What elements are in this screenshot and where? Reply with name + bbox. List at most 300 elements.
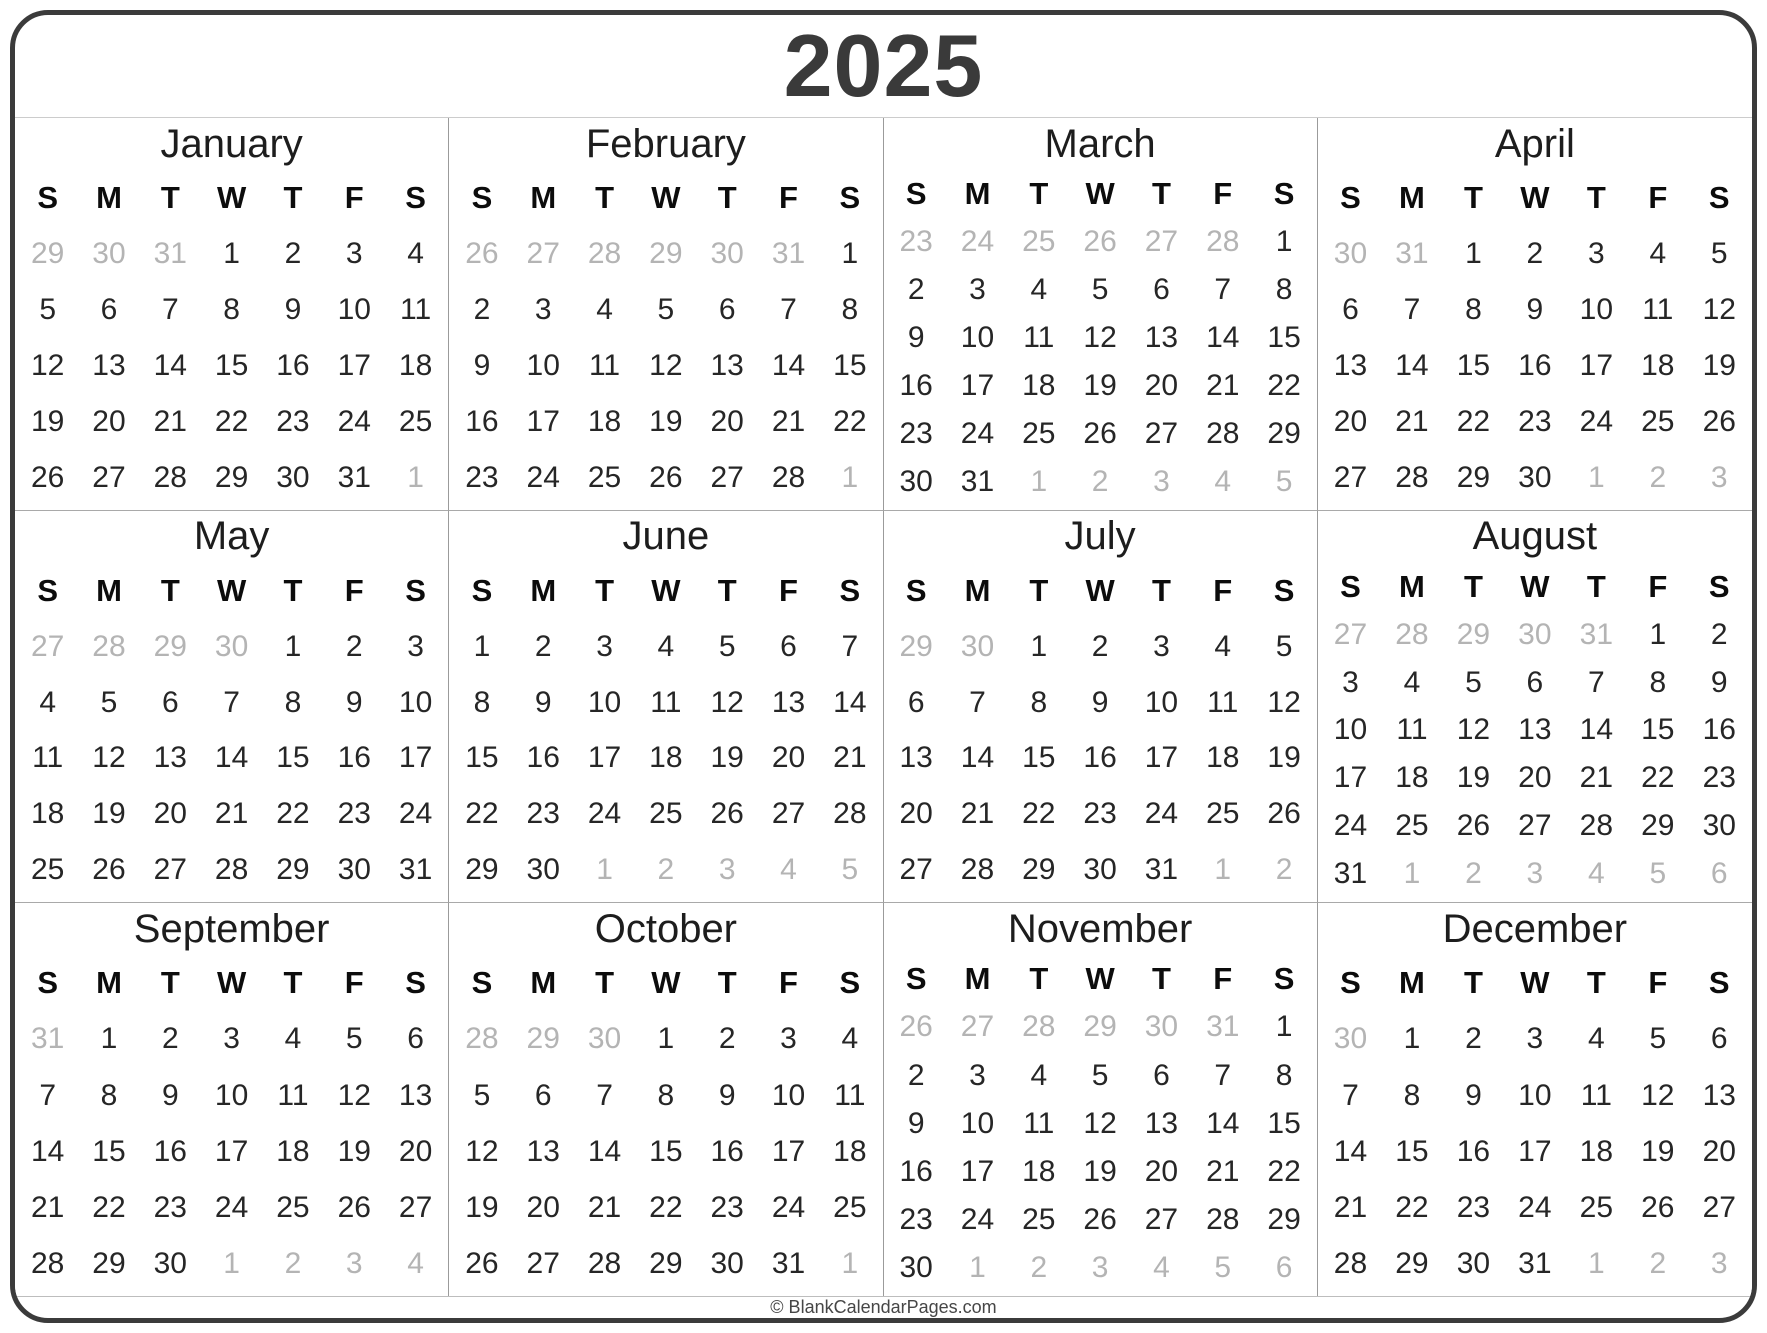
adjacent-month-day: 29 bbox=[153, 629, 187, 663]
day-header: S bbox=[471, 179, 493, 215]
day-number: 4 bbox=[407, 236, 424, 270]
day-number: 27 bbox=[771, 797, 806, 831]
week-row bbox=[17, 1236, 446, 1292]
day-header: T bbox=[1463, 568, 1483, 604]
day-number: 13 bbox=[1144, 320, 1179, 354]
day-header: T bbox=[1029, 572, 1049, 608]
day-number: 30 bbox=[153, 1246, 187, 1280]
day-header: T bbox=[595, 572, 615, 608]
week-row bbox=[17, 394, 446, 450]
day-number: 24 bbox=[960, 416, 995, 450]
month-table bbox=[449, 170, 882, 510]
day-number: 18 bbox=[649, 741, 683, 775]
footer-credit: © BlankCalendarPages.com bbox=[770, 1297, 997, 1317]
day-number: 29 bbox=[465, 853, 499, 887]
week-row bbox=[886, 731, 1315, 787]
day-number: 26 bbox=[337, 1190, 371, 1224]
day-number: 9 bbox=[718, 1078, 736, 1112]
adjacent-month-day: 29 bbox=[899, 629, 933, 663]
day-number: 5 bbox=[718, 629, 736, 663]
day-number: 12 bbox=[92, 741, 126, 775]
week-row bbox=[886, 675, 1315, 731]
week-row bbox=[886, 1148, 1315, 1196]
day-number: 10 bbox=[1333, 713, 1368, 747]
week-row bbox=[886, 1003, 1315, 1051]
adjacent-month-day: 3 bbox=[1091, 1250, 1109, 1284]
day-number: 15 bbox=[465, 741, 499, 775]
day-number: 16 bbox=[1702, 713, 1736, 747]
week-row bbox=[1320, 1124, 1750, 1180]
day-number: 15 bbox=[1395, 1134, 1429, 1168]
month-title: November bbox=[1007, 906, 1193, 951]
day-number: 6 bbox=[407, 1022, 424, 1056]
week-row bbox=[886, 458, 1315, 506]
day-number: 30 bbox=[337, 853, 371, 887]
adjacent-month-day: 29 bbox=[649, 236, 683, 270]
day-number: 4 bbox=[657, 629, 675, 663]
day-header: T bbox=[160, 965, 180, 1001]
day-number: 11 bbox=[834, 1078, 866, 1112]
day-header: S bbox=[405, 179, 426, 215]
adjacent-month-day: 1 bbox=[841, 1246, 859, 1280]
adjacent-month-day: 4 bbox=[780, 853, 797, 887]
week-row bbox=[1320, 611, 1750, 659]
day-number: 16 bbox=[465, 404, 499, 438]
week-row bbox=[17, 450, 446, 506]
adjacent-month-day: 1 bbox=[841, 460, 859, 494]
day-number: 7 bbox=[1214, 1058, 1232, 1092]
day-number: 21 bbox=[1395, 404, 1429, 438]
day-number: 22 bbox=[1267, 368, 1301, 402]
day-number: 18 bbox=[587, 404, 622, 438]
day-number: 22 bbox=[1456, 404, 1491, 438]
day-number: 16 bbox=[1456, 1134, 1491, 1168]
month-december bbox=[1318, 903, 1752, 1296]
day-number: 8 bbox=[657, 1078, 675, 1112]
day-number: 7 bbox=[1214, 272, 1232, 306]
day-header: S bbox=[405, 965, 426, 1001]
month-table bbox=[1318, 170, 1752, 510]
month-table bbox=[449, 955, 882, 1296]
month-october bbox=[449, 903, 883, 1296]
day-number: 2 bbox=[1710, 617, 1728, 651]
day-header: T bbox=[1586, 179, 1606, 215]
day-number: 12 bbox=[1083, 320, 1117, 354]
day-number: 20 bbox=[153, 797, 187, 831]
day-number: 7 bbox=[780, 292, 797, 326]
adjacent-month-day: 29 bbox=[30, 236, 65, 270]
day-number: 6 bbox=[1153, 1058, 1170, 1092]
day-number: 2 bbox=[907, 272, 925, 306]
day-number: 24 bbox=[1518, 1190, 1552, 1224]
day-number: 3 bbox=[407, 629, 424, 663]
day-number: 25 bbox=[1206, 797, 1240, 831]
day-header: T bbox=[717, 572, 737, 608]
adjacent-month-day: 27 bbox=[960, 1010, 995, 1044]
adjacent-month-day: 5 bbox=[841, 853, 859, 887]
day-number: 8 bbox=[473, 685, 491, 719]
day-number: 2 bbox=[1465, 1022, 1482, 1056]
day-header: T bbox=[1151, 572, 1171, 608]
day-header: M bbox=[530, 179, 557, 215]
adjacent-month-day: 3 bbox=[1710, 1246, 1728, 1280]
day-number: 24 bbox=[526, 460, 560, 494]
day-number: 24 bbox=[1333, 809, 1368, 843]
day-number: 19 bbox=[1702, 348, 1736, 382]
day-number: 24 bbox=[337, 404, 371, 438]
day-number: 10 bbox=[771, 1078, 806, 1112]
week-row bbox=[17, 338, 446, 394]
week-row bbox=[886, 314, 1315, 362]
adjacent-month-day: 30 bbox=[92, 236, 126, 270]
adjacent-month-day: 1 bbox=[1587, 460, 1605, 494]
day-number: 21 bbox=[771, 404, 806, 438]
day-header: T bbox=[283, 965, 303, 1001]
day-header: W bbox=[1520, 965, 1550, 1001]
week-row bbox=[17, 1011, 446, 1067]
day-header: T bbox=[160, 572, 180, 608]
day-number: 23 bbox=[153, 1190, 187, 1224]
day-header: F bbox=[1213, 175, 1233, 211]
adjacent-month-day: 29 bbox=[1083, 1010, 1117, 1044]
day-header-row bbox=[1320, 170, 1750, 226]
day-number: 26 bbox=[92, 853, 126, 887]
month-april bbox=[1318, 118, 1752, 511]
day-header: W bbox=[216, 572, 247, 608]
day-number: 20 bbox=[899, 797, 933, 831]
day-number: 21 bbox=[960, 797, 995, 831]
day-number: 4 bbox=[284, 1022, 302, 1056]
adjacent-month-day: 28 bbox=[465, 1022, 499, 1056]
day-number: 18 bbox=[398, 348, 433, 382]
day-number: 9 bbox=[1091, 685, 1109, 719]
day-number: 14 bbox=[771, 348, 806, 382]
adjacent-month-day: 27 bbox=[1144, 224, 1179, 258]
week-row bbox=[17, 786, 446, 842]
day-number: 18 bbox=[276, 1134, 310, 1168]
week-row bbox=[1320, 707, 1750, 755]
day-number: 4 bbox=[39, 685, 56, 719]
day-number: 8 bbox=[1030, 685, 1048, 719]
day-number: 17 bbox=[1579, 348, 1614, 382]
day-number: 26 bbox=[710, 797, 744, 831]
day-header: M bbox=[964, 175, 991, 211]
day-number: 9 bbox=[473, 348, 491, 382]
day-number: 8 bbox=[223, 292, 240, 326]
adjacent-month-day: 2 bbox=[1275, 853, 1293, 887]
adjacent-month-day: 31 bbox=[1579, 617, 1614, 651]
day-header: S bbox=[471, 572, 493, 608]
day-number: 14 bbox=[1206, 320, 1240, 354]
day-number: 26 bbox=[1702, 404, 1736, 438]
day-number: 22 bbox=[1022, 797, 1056, 831]
day-number: 4 bbox=[1403, 665, 1421, 699]
week-row bbox=[1320, 282, 1750, 338]
adjacent-month-day: 2 bbox=[1649, 1246, 1667, 1280]
month-september bbox=[15, 903, 449, 1296]
day-header: W bbox=[1520, 179, 1550, 215]
adjacent-month-day: 4 bbox=[1153, 1250, 1170, 1284]
day-number: 19 bbox=[649, 404, 683, 438]
day-header: S bbox=[1273, 572, 1295, 608]
day-number: 5 bbox=[345, 1022, 363, 1056]
day-number: 28 bbox=[587, 1246, 622, 1280]
day-number: 25 bbox=[833, 1190, 867, 1224]
week-row bbox=[451, 619, 880, 675]
day-header: S bbox=[839, 965, 861, 1001]
month-march bbox=[884, 118, 1318, 511]
day-header: S bbox=[905, 961, 927, 997]
day-number: 12 bbox=[1641, 1078, 1675, 1112]
day-header: S bbox=[1708, 965, 1730, 1001]
day-number: 7 bbox=[1342, 1078, 1359, 1112]
day-number: 3 bbox=[345, 236, 363, 270]
adjacent-month-day: 31 bbox=[771, 236, 806, 270]
day-number: 1 bbox=[841, 236, 859, 270]
day-number: 18 bbox=[1022, 1154, 1056, 1188]
day-number: 18 bbox=[1022, 368, 1056, 402]
day-number: 23 bbox=[526, 797, 560, 831]
day-number: 29 bbox=[214, 460, 249, 494]
day-number: 30 bbox=[899, 464, 933, 498]
day-header: F bbox=[779, 572, 798, 608]
adjacent-month-day: 25 bbox=[1022, 224, 1056, 258]
day-number: 15 bbox=[1641, 713, 1675, 747]
month-table bbox=[884, 170, 1317, 510]
day-number: 12 bbox=[337, 1078, 371, 1112]
day-number: 29 bbox=[1267, 416, 1301, 450]
month-may bbox=[15, 511, 449, 904]
day-number: 6 bbox=[1153, 272, 1170, 306]
day-number: 7 bbox=[1403, 292, 1421, 326]
day-number: 17 bbox=[1518, 1134, 1552, 1168]
day-number: 19 bbox=[710, 741, 744, 775]
day-number: 28 bbox=[771, 460, 806, 494]
day-number: 28 bbox=[214, 853, 249, 887]
day-number: 10 bbox=[1518, 1078, 1552, 1112]
day-number: 17 bbox=[960, 1154, 995, 1188]
day-number: 8 bbox=[1275, 1058, 1293, 1092]
day-header: S bbox=[37, 179, 58, 215]
day-header: W bbox=[1085, 572, 1115, 608]
week-row bbox=[17, 1068, 446, 1124]
month-table bbox=[15, 955, 448, 1296]
adjacent-month-day: 30 bbox=[960, 629, 995, 663]
day-number: 10 bbox=[337, 292, 371, 326]
day-number: 3 bbox=[780, 1022, 797, 1056]
day-number: 26 bbox=[1267, 797, 1301, 831]
day-number: 11 bbox=[1207, 685, 1239, 719]
adjacent-month-day: 29 bbox=[1456, 617, 1491, 651]
day-number: 28 bbox=[1579, 809, 1614, 843]
day-number: 20 bbox=[1702, 1134, 1736, 1168]
day-header: M bbox=[96, 179, 122, 215]
day-number: 18 bbox=[1395, 761, 1429, 795]
day-header-row bbox=[886, 955, 1315, 1003]
day-number: 16 bbox=[899, 368, 933, 402]
day-header: S bbox=[839, 572, 861, 608]
day-number: 3 bbox=[969, 272, 986, 306]
day-number: 1 bbox=[1649, 617, 1667, 651]
day-header: T bbox=[595, 965, 615, 1001]
day-header: W bbox=[651, 965, 681, 1001]
adjacent-month-day: 27 bbox=[1333, 617, 1368, 651]
week-row bbox=[451, 338, 880, 394]
week-row bbox=[451, 675, 880, 731]
month-january bbox=[15, 118, 449, 511]
day-header: F bbox=[1648, 965, 1668, 1001]
month-title: December bbox=[1442, 906, 1628, 951]
day-number: 19 bbox=[1456, 761, 1491, 795]
day-number: 23 bbox=[899, 1202, 933, 1236]
day-number: 2 bbox=[1526, 236, 1544, 270]
day-number: 8 bbox=[1649, 665, 1667, 699]
day-header: W bbox=[216, 965, 247, 1001]
day-number: 28 bbox=[960, 853, 995, 887]
day-number: 11 bbox=[400, 292, 432, 326]
day-number: 16 bbox=[1518, 348, 1552, 382]
adjacent-month-day: 24 bbox=[960, 224, 995, 258]
day-header: S bbox=[1273, 175, 1295, 211]
day-number: 21 bbox=[30, 1190, 65, 1224]
adjacent-month-day: 3 bbox=[345, 1246, 363, 1280]
day-number: 21 bbox=[1579, 761, 1614, 795]
day-number: 14 bbox=[30, 1134, 65, 1168]
day-number: 14 bbox=[1579, 713, 1614, 747]
day-number: 20 bbox=[1144, 1154, 1179, 1188]
day-number: 1 bbox=[1465, 236, 1482, 270]
day-header: M bbox=[1399, 179, 1425, 215]
year-title: 2025 bbox=[783, 16, 984, 115]
day-number: 19 bbox=[1267, 741, 1301, 775]
day-number: 30 bbox=[1456, 1246, 1491, 1280]
day-header: S bbox=[1708, 179, 1730, 215]
day-number: 3 bbox=[1526, 1022, 1544, 1056]
day-number: 19 bbox=[465, 1190, 499, 1224]
day-number: 24 bbox=[587, 797, 622, 831]
day-number: 30 bbox=[1702, 809, 1736, 843]
day-header: F bbox=[344, 179, 364, 215]
month-title: January bbox=[160, 121, 303, 166]
month-table bbox=[884, 955, 1317, 1296]
week-row bbox=[17, 1180, 446, 1236]
week-row bbox=[451, 282, 880, 338]
day-number: 21 bbox=[153, 404, 187, 438]
week-row bbox=[886, 786, 1315, 842]
day-number: 10 bbox=[526, 348, 560, 382]
day-number: 22 bbox=[1395, 1190, 1429, 1224]
adjacent-month-day: 30 bbox=[710, 236, 744, 270]
day-number: 11 bbox=[32, 741, 64, 775]
day-number: 1 bbox=[657, 1022, 675, 1056]
day-header: T bbox=[595, 179, 615, 215]
day-number: 25 bbox=[276, 1190, 310, 1224]
day-number: 12 bbox=[30, 348, 65, 382]
day-number: 17 bbox=[1333, 761, 1368, 795]
adjacent-month-day: 28 bbox=[92, 629, 126, 663]
week-row bbox=[886, 362, 1315, 410]
adjacent-month-day: 3 bbox=[1153, 464, 1170, 498]
day-number: 28 bbox=[153, 460, 187, 494]
day-number: 10 bbox=[960, 1106, 995, 1140]
day-header: S bbox=[37, 965, 58, 1001]
day-number: 17 bbox=[1144, 741, 1179, 775]
day-number: 21 bbox=[1206, 1154, 1240, 1188]
day-number: 16 bbox=[153, 1134, 187, 1168]
month-title: February bbox=[585, 121, 746, 166]
day-number: 27 bbox=[153, 853, 187, 887]
month-table bbox=[449, 563, 882, 903]
week-row bbox=[17, 842, 446, 898]
day-header: S bbox=[471, 965, 493, 1001]
adjacent-month-day: 2 bbox=[1030, 1250, 1048, 1284]
day-number: 24 bbox=[1144, 797, 1179, 831]
day-number: 22 bbox=[833, 404, 867, 438]
day-header: S bbox=[37, 572, 58, 608]
month-table bbox=[15, 563, 448, 903]
month-title: June bbox=[622, 514, 710, 559]
day-number: 8 bbox=[100, 1078, 118, 1112]
week-row bbox=[17, 731, 446, 787]
day-number: 24 bbox=[771, 1190, 806, 1224]
week-row bbox=[886, 266, 1315, 314]
day-header: M bbox=[1399, 965, 1425, 1001]
day-number: 25 bbox=[1022, 1202, 1056, 1236]
calendar-page bbox=[10, 10, 1757, 1323]
month-title: October bbox=[594, 906, 738, 951]
month-title: July bbox=[1064, 514, 1136, 559]
day-number: 10 bbox=[214, 1078, 249, 1112]
day-number: 16 bbox=[710, 1134, 744, 1168]
adjacent-month-day: 1 bbox=[1587, 1246, 1605, 1280]
month-july bbox=[884, 511, 1318, 904]
day-number: 1 bbox=[1403, 1022, 1421, 1056]
day-number: 8 bbox=[841, 292, 859, 326]
day-number: 12 bbox=[1267, 685, 1301, 719]
day-number: 13 bbox=[710, 348, 744, 382]
week-row bbox=[1320, 450, 1750, 506]
day-number: 13 bbox=[1518, 713, 1552, 747]
month-table bbox=[1318, 563, 1752, 903]
day-number: 8 bbox=[1465, 292, 1482, 326]
day-number: 9 bbox=[161, 1078, 179, 1112]
day-header: M bbox=[530, 572, 557, 608]
week-row bbox=[1320, 850, 1750, 898]
day-number: 10 bbox=[398, 685, 433, 719]
day-number: 3 bbox=[1153, 629, 1170, 663]
adjacent-month-day: 28 bbox=[587, 236, 622, 270]
day-number: 18 bbox=[30, 797, 65, 831]
day-number: 10 bbox=[587, 685, 622, 719]
day-header: T bbox=[717, 965, 737, 1001]
day-number: 16 bbox=[337, 741, 371, 775]
day-number: 28 bbox=[833, 797, 867, 831]
adjacent-month-day: 30 bbox=[1518, 617, 1552, 651]
day-number: 25 bbox=[30, 853, 65, 887]
day-number: 14 bbox=[1395, 348, 1429, 382]
month-august bbox=[1318, 511, 1752, 904]
day-number: 29 bbox=[276, 853, 310, 887]
day-number: 2 bbox=[473, 292, 491, 326]
day-number: 7 bbox=[161, 292, 179, 326]
day-number: 11 bbox=[1580, 1078, 1612, 1112]
week-row bbox=[451, 1236, 880, 1292]
day-header: S bbox=[839, 179, 861, 215]
week-row bbox=[17, 282, 446, 338]
day-number: 8 bbox=[1403, 1078, 1421, 1112]
day-number: 28 bbox=[1206, 1202, 1240, 1236]
day-header: T bbox=[283, 179, 303, 215]
